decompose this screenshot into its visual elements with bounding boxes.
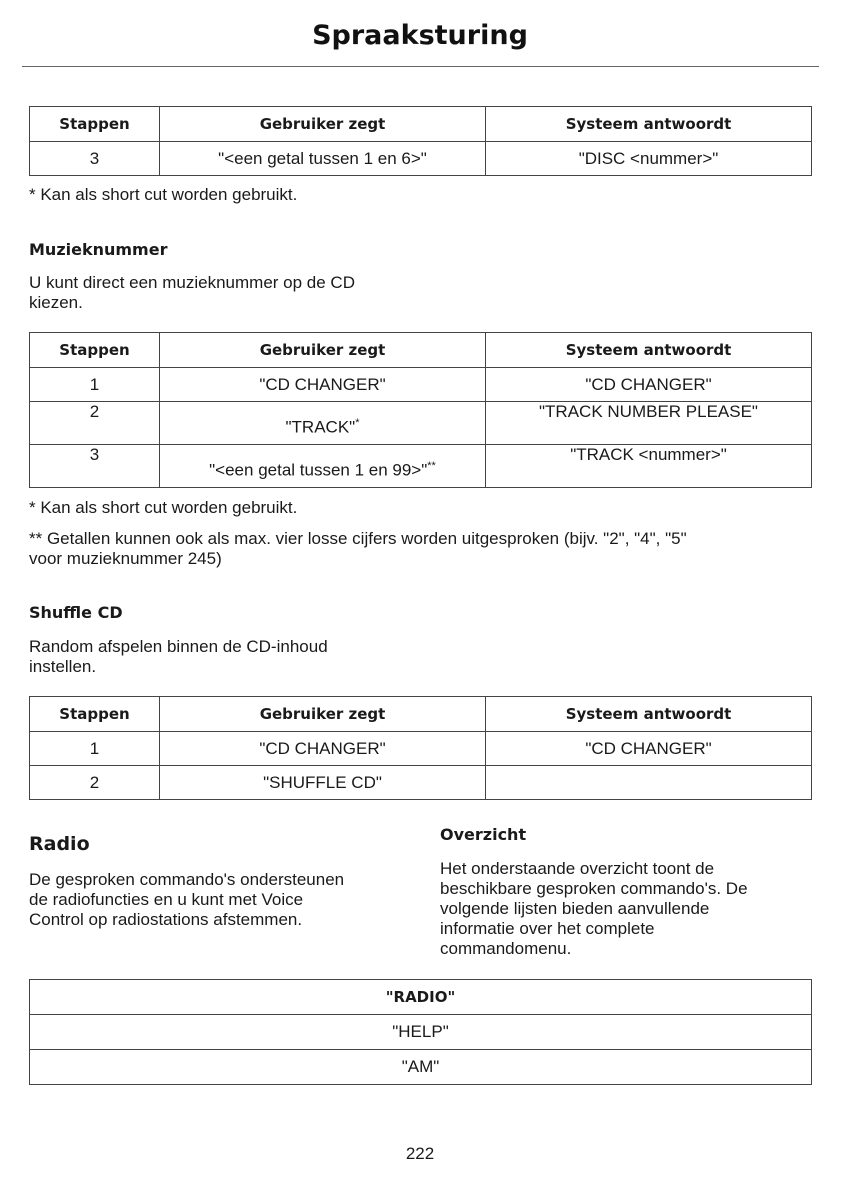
system-cell: "TRACK NUMBER PLEASE" [486, 402, 812, 445]
user-cell: "CD CHANGER" [160, 368, 486, 402]
col-header-user-says: Gebruiker zegt [160, 107, 486, 142]
system-cell: "TRACK <nummer>" [486, 445, 812, 488]
table-header-row [30, 697, 812, 732]
radio-heading: Radio [29, 833, 90, 855]
overview-text [440, 859, 820, 959]
col-header-steps: Stappen [30, 333, 160, 368]
radio-text-line: De gesproken commando's ondersteunen [29, 870, 345, 889]
track-table [29, 332, 812, 488]
shuffle-intro [29, 637, 429, 677]
radio-text [29, 870, 429, 930]
footnote-marker: ** [427, 460, 436, 473]
shuffle-intro-line: Random afspelen binnen de CD-inhoud [29, 637, 328, 656]
step-cell: 3 [30, 445, 160, 488]
step-cell: 2 [30, 766, 160, 800]
track-heading: Muzieknummer [29, 240, 168, 259]
disc-table [29, 106, 812, 176]
col-header-system-replies: Systeem antwoordt [486, 333, 812, 368]
user-cell [160, 402, 486, 445]
user-text: "TRACK" [285, 418, 356, 437]
radio-command-cell: "AM" [30, 1050, 812, 1085]
col-header-system-replies: Systeem antwoordt [486, 697, 812, 732]
user-cell: "SHUFFLE CD" [160, 766, 486, 800]
radio-command-header: "RADIO" [30, 980, 812, 1015]
col-header-user-says: Gebruiker zegt [160, 697, 486, 732]
user-cell: "CD CHANGER" [160, 732, 486, 766]
overview-text-line: commandomenu. [440, 939, 572, 958]
col-header-steps: Stappen [30, 107, 160, 142]
track-intro [29, 273, 429, 313]
shuffle-intro-line: instellen. [29, 657, 97, 676]
table-row [30, 402, 812, 445]
system-cell [486, 766, 812, 800]
digits-note [29, 529, 819, 569]
col-header-system-replies: Systeem antwoordt [486, 107, 812, 142]
table-row [30, 445, 812, 488]
footnote-marker: * [355, 417, 360, 430]
table-header-row [30, 107, 812, 142]
table-row [30, 766, 812, 800]
page-number: 222 [405, 1144, 435, 1163]
table-header-row [30, 980, 812, 1015]
system-cell: "CD CHANGER" [486, 368, 812, 402]
track-intro-line: kiezen. [29, 293, 83, 312]
digits-note-line: ** Getallen kunnen ook als max. vier losse cijfers worden uitgesproken (bijv. "2", "4", "5" [29, 529, 687, 548]
page-title: Spraaksturing [312, 20, 528, 51]
track-intro-line: U kunt direct een muzieknummer op de CD [29, 273, 355, 292]
table-row [30, 368, 812, 402]
overview-text-line: Het onderstaande overzicht toont de [440, 859, 715, 878]
title-divider [22, 66, 819, 67]
radio-command-cell: "HELP" [30, 1015, 812, 1050]
overview-heading: Overzicht [440, 825, 527, 844]
user-cell [160, 445, 486, 488]
table-row [30, 1050, 812, 1085]
user-text: "<een getal tussen 1 en 99>" [209, 461, 428, 480]
step-cell: 2 [30, 402, 160, 445]
system-cell: "DISC <nummer>" [486, 142, 812, 176]
digits-note-line: voor muzieknummer 245) [29, 549, 222, 568]
step-cell: 1 [30, 732, 160, 766]
system-cell: "CD CHANGER" [486, 732, 812, 766]
overview-text-line: volgende lijsten bieden aanvullende [440, 899, 710, 918]
overview-text-line: beschikbare gesproken commando's. De [440, 879, 748, 898]
radio-text-line: de radiofuncties en u kunt met Voice [29, 890, 304, 909]
radio-commands-table [29, 979, 812, 1085]
shuffle-heading: Shuffle CD [29, 603, 123, 622]
col-header-user-says: Gebruiker zegt [160, 333, 486, 368]
step-cell: 3 [30, 142, 160, 176]
step-cell: 1 [30, 368, 160, 402]
table-row [30, 142, 812, 176]
shuffle-table [29, 696, 812, 800]
shortcut-note: * Kan als short cut worden gebruikt. [29, 185, 298, 204]
table-row [30, 732, 812, 766]
table-header-row [30, 333, 812, 368]
overview-text-line: informatie over het complete [440, 919, 655, 938]
col-header-steps: Stappen [30, 697, 160, 732]
radio-text-line: Control op radiostations afstemmen. [29, 910, 303, 929]
user-cell: "<een getal tussen 1 en 6>" [160, 142, 486, 176]
table-row [30, 1015, 812, 1050]
shortcut-note: * Kan als short cut worden gebruikt. [29, 498, 298, 517]
